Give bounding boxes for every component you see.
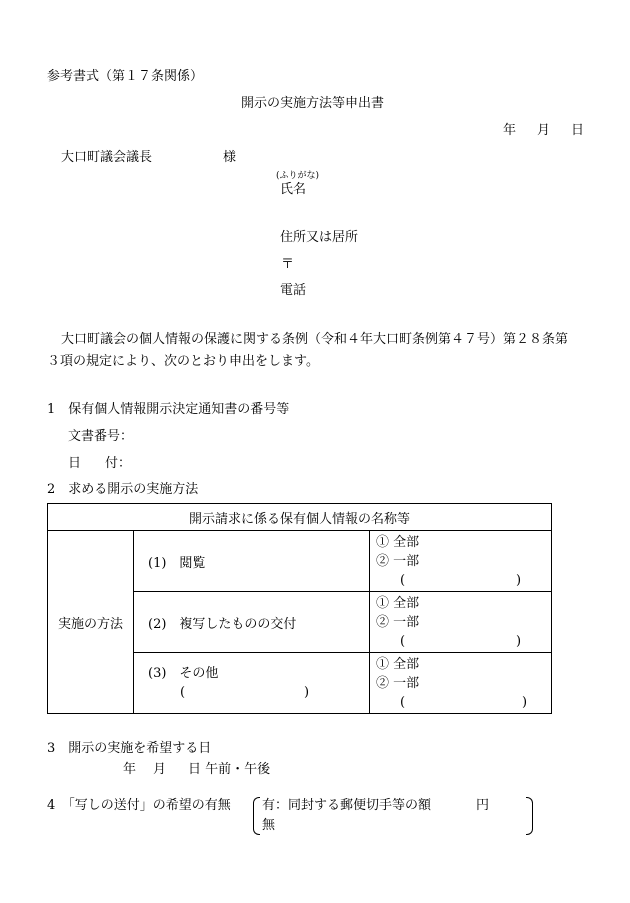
item-other-label: (3) その他 [148,666,219,681]
section4-heading: 4 「写しの送付」の希望の有無 [47,798,231,813]
method-label-cell: 実施の方法 [48,531,134,714]
partial-detail-paren [376,571,551,590]
reference-format: 参考書式（第１７条関係） [47,69,204,84]
disclosure-method-table [47,503,552,714]
option-no: 無 [262,818,276,833]
item-other [134,653,370,714]
section3-heading: 3 開示の実施を希望する日 [47,741,212,756]
paren-open: ( [400,633,406,649]
section2-heading: 2 求める開示の実施方法 [47,482,199,497]
doc-number-label: 文書番号： [68,429,134,444]
paren-open: ( [400,572,406,588]
date-day: 日 [571,123,585,138]
desired-month: 月 [153,762,167,777]
yen-unit: 円 [476,798,490,813]
section1-heading: 1 保有個人情報開示決定通知書の番号等 [47,402,290,417]
option-yes: 有：同封する郵便切手等の額 [262,798,432,813]
date-month: 月 [537,123,551,138]
partial-detail-paren [376,693,551,712]
paren-close: ) [522,694,528,710]
option-partial: ② 一部 [376,675,420,691]
partial-detail-paren [376,632,551,651]
other-detail-paren [148,683,369,702]
item-copy-delivery: (2) 複写したものの交付 [134,592,370,653]
phone-label: 電話 [280,283,307,298]
desired-day-ampm: 日 午前・午後 [188,762,271,777]
postal-mark: 〒 [281,257,295,272]
body-text-line1: 大口町議会の個人情報の保護に関する条例（令和４年大口町条例第４７号）第２８条第 [61,332,569,347]
option-partial: ② 一部 [376,614,420,630]
address-label: 住所又は居所 [280,230,359,245]
options-inspection [370,531,552,592]
option-partial: ② 一部 [376,553,420,569]
option-all: ① 全部 [376,534,420,550]
date-year: 年 [503,123,517,138]
table-header-cell: 開示請求に係る保有個人情報の名称等 [48,504,552,531]
paren-open: ( [400,694,406,710]
item-inspection: (1) 閲覧 [134,531,370,592]
body-text-line2: ３項の規定により、次のとおり申出をします。 [47,354,319,369]
addressee: 大口町議会議長 [61,150,153,165]
option-all: ① 全部 [376,595,420,611]
options-copy-delivery [370,592,552,653]
paren-open: ( [180,685,186,700]
date-label-day: 日 [68,456,82,471]
addressee-suffix: 様 [223,150,237,165]
furigana-label: (ふりがな) [276,171,320,181]
option-all: ① 全部 [376,656,420,672]
left-bracket [253,797,260,835]
desired-year: 年 [123,762,137,777]
name-label: 氏名 [280,182,307,197]
form-title: 開示の実施方法等申出書 [241,96,385,111]
paren-close: ) [516,572,522,588]
right-bracket [526,797,533,835]
date-label-tsuki: 付： [105,456,132,471]
paren-close: ) [516,633,522,649]
options-other [370,653,552,714]
paren-close: ) [304,685,310,700]
